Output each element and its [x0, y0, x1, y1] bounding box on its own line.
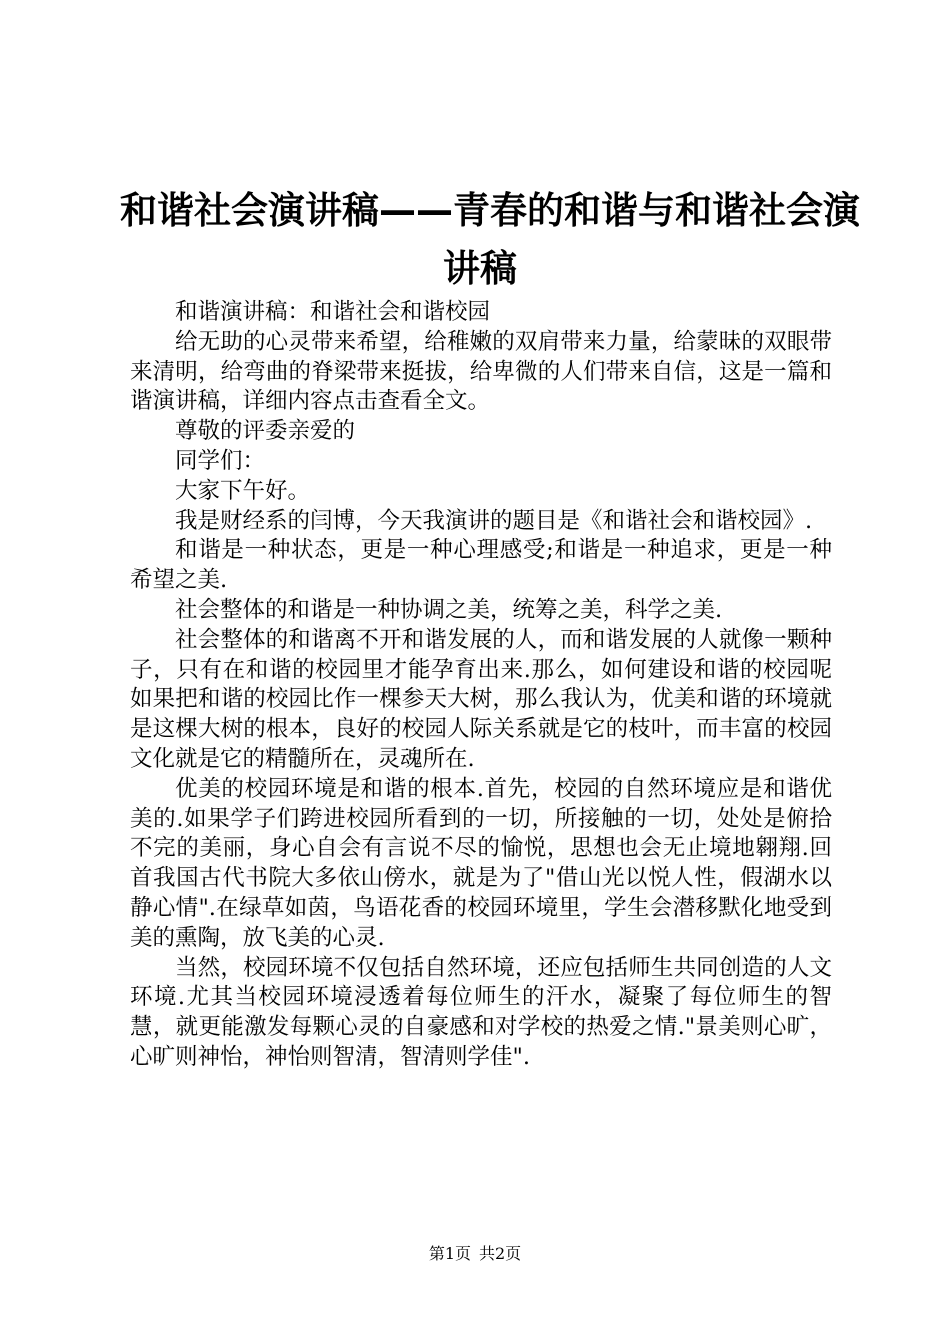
page-number: 第1页 — [428, 1244, 471, 1263]
paragraph: 优美的校园环境是和谐的根本.首先，校园的自然环境应是和谐优美的.如果学子们跨进校园所看到的一切，所接触的一切，处处是俯拾不完的美丽，身心自会有言说不尽的愉悦，思想也会无止境地翱翔.回首我国古代书院大多依山傍水，就是为了"借山光以悦人性，假湖水以静心情".在绿草如茵，鸟语花香的校园环境里，学生会潜移默化地受到美的熏陶，放飞美的心灵. — [130, 775, 832, 951]
paragraph: 我是财经系的闫博，今天我演讲的题目是《和谐社会和谐校园》. — [175, 507, 813, 534]
paragraph: 当然，校园环境不仅包括自然环境，还应包括师生共同创造的人文环境.尤其当校园环境浸透着每位师生的汗水，凝聚了每位师生的智慧，就更能激发每颗心灵的自豪感和对学校的热爱之情."景美则心旷，心旷则神怡，神怡则智清，智清则学佳". — [130, 954, 832, 1070]
paragraph: 社会整体的和谐是一种协调之美，统筹之美，科学之美. — [175, 596, 723, 623]
paragraph: 尊敬的评委亲爱的 — [175, 418, 356, 445]
document-title — [120, 182, 860, 298]
paragraph: 同学们： — [175, 447, 266, 474]
title-line-1: 和谐社会演讲稿——青春的和谐与和谐社会演 — [120, 189, 860, 232]
document-body — [130, 298, 832, 1073]
paragraph: 大家下午好。 — [175, 477, 311, 504]
paragraph: 社会整体的和谐离不开和谐发展的人，而和谐发展的人就像一颗种子，只有在和谐的校园里才能孕育出来.那么，如何建设和谐的校园呢如果把和谐的校园比作一棵参天大树，那么我认为，优美和谐的环境就是这棵大树的根本，良好的校园人际关系就是它的枝叶，而丰富的校园文化就是它的精髓所在，灵魂所在. — [130, 626, 832, 772]
page-total: 共2页 — [479, 1244, 522, 1263]
paragraph: 和谐是一种状态，更是一种心理感受;和谐是一种追求，更是一种希望之美. — [130, 537, 832, 594]
page-footer — [0, 1244, 950, 1264]
title-line-2: 讲稿 — [443, 247, 517, 290]
paragraph: 给无助的心灵带来希望，给稚嫩的双肩带来力量，给蒙昧的双眼带来清明，给弯曲的脊梁带来挺拔，给卑微的人们带来自信，这是一篇和谐演讲稿，详细内容点击查看全文。 — [130, 328, 832, 415]
paragraph: 和谐演讲稿：和谐社会和谐校园 — [175, 299, 491, 325]
